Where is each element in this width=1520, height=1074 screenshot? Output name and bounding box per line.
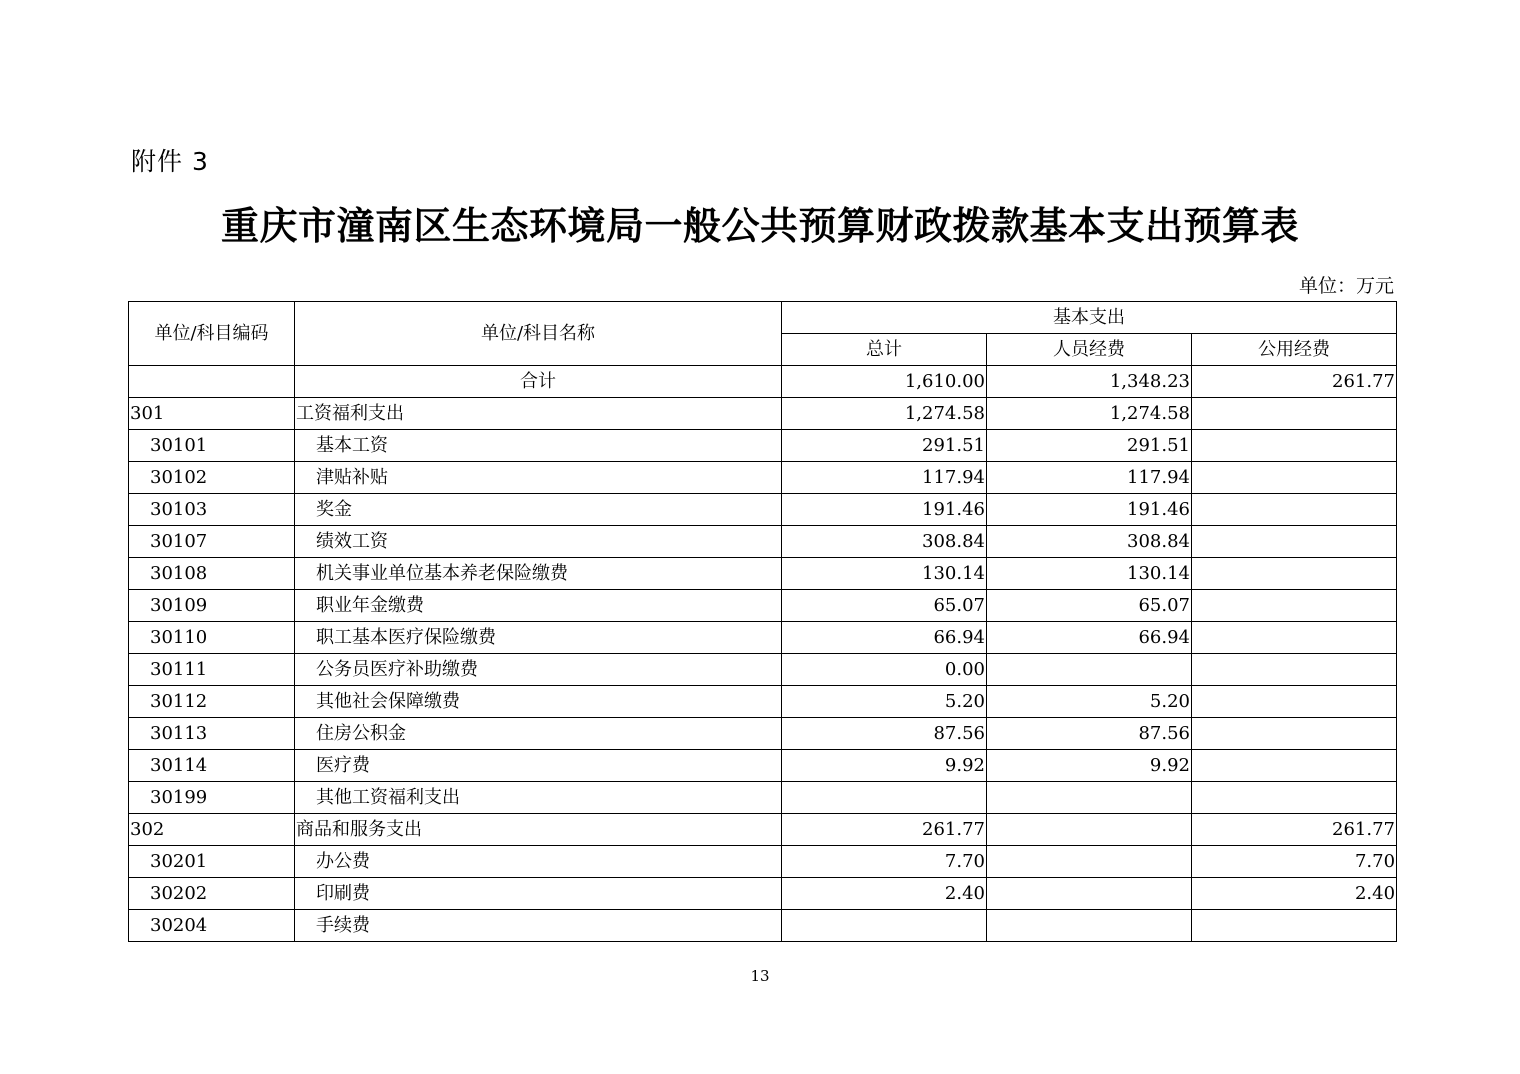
cell-total: 291.51	[782, 430, 987, 462]
cell-personnel: 5.20	[987, 686, 1192, 718]
cell-code: 30112	[129, 686, 295, 718]
cell-total: 308.84	[782, 526, 987, 558]
cell-code: 30111	[129, 654, 295, 686]
table-header-row	[129, 302, 1397, 334]
cell-name: 合计	[295, 366, 782, 398]
cell-code: 302	[129, 814, 295, 846]
cell-code: 30108	[129, 558, 295, 590]
cell-total: 1,274.58	[782, 398, 987, 430]
cell-public	[1192, 750, 1397, 782]
table-row	[129, 782, 1397, 814]
cell-total: 261.77	[782, 814, 987, 846]
table-row	[129, 366, 1397, 398]
cell-code	[129, 366, 295, 398]
cell-public: 261.77	[1192, 814, 1397, 846]
cell-public	[1192, 462, 1397, 494]
cell-total: 9.92	[782, 750, 987, 782]
cell-public	[1192, 430, 1397, 462]
cell-personnel: 66.94	[987, 622, 1192, 654]
cell-public	[1192, 494, 1397, 526]
cell-total	[782, 782, 987, 814]
cell-code: 30113	[129, 718, 295, 750]
cell-total: 2.40	[782, 878, 987, 910]
cell-public: 2.40	[1192, 878, 1397, 910]
cell-personnel	[987, 814, 1192, 846]
cell-public	[1192, 910, 1397, 942]
table-row	[129, 590, 1397, 622]
cell-public	[1192, 622, 1397, 654]
cell-name: 医疗费	[295, 750, 782, 782]
cell-public: 261.77	[1192, 366, 1397, 398]
cell-personnel: 87.56	[987, 718, 1192, 750]
cell-name: 住房公积金	[295, 718, 782, 750]
cell-personnel	[987, 782, 1192, 814]
cell-name: 其他工资福利支出	[295, 782, 782, 814]
table-row	[129, 494, 1397, 526]
cell-name: 手续费	[295, 910, 782, 942]
cell-total: 191.46	[782, 494, 987, 526]
cell-public	[1192, 558, 1397, 590]
cell-code: 30202	[129, 878, 295, 910]
table-row	[129, 686, 1397, 718]
cell-name: 职工基本医疗保险缴费	[295, 622, 782, 654]
attachment-label: 附件 3	[131, 147, 209, 176]
header-personnel: 人员经费	[987, 334, 1192, 366]
cell-total: 66.94	[782, 622, 987, 654]
cell-personnel: 1,348.23	[987, 366, 1192, 398]
cell-name: 办公费	[295, 846, 782, 878]
cell-name: 其他社会保障缴费	[295, 686, 782, 718]
table-row	[129, 846, 1397, 878]
table-row	[129, 526, 1397, 558]
cell-personnel	[987, 910, 1192, 942]
cell-code: 30103	[129, 494, 295, 526]
cell-name: 工资福利支出	[295, 398, 782, 430]
cell-personnel: 9.92	[987, 750, 1192, 782]
table-body	[129, 366, 1397, 942]
cell-total: 130.14	[782, 558, 987, 590]
cell-personnel	[987, 654, 1192, 686]
cell-personnel: 191.46	[987, 494, 1192, 526]
unit-label: 单位：万元	[1298, 275, 1394, 297]
cell-public	[1192, 686, 1397, 718]
table-row	[129, 654, 1397, 686]
cell-code: 30107	[129, 526, 295, 558]
cell-name: 商品和服务支出	[295, 814, 782, 846]
table-row	[129, 558, 1397, 590]
cell-public: 7.70	[1192, 846, 1397, 878]
cell-public	[1192, 654, 1397, 686]
cell-code: 30109	[129, 590, 295, 622]
cell-personnel: 308.84	[987, 526, 1192, 558]
table-row	[129, 910, 1397, 942]
table-row	[129, 718, 1397, 750]
cell-total: 117.94	[782, 462, 987, 494]
cell-code: 30102	[129, 462, 295, 494]
cell-total: 87.56	[782, 718, 987, 750]
document-title: 重庆市潼南区生态环境局一般公共预算财政拨款基本支出预算表	[220, 203, 1299, 248]
budget-table	[128, 301, 1397, 942]
header-basic-expenditure: 基本支出	[782, 302, 1397, 334]
table-row	[129, 430, 1397, 462]
table-row	[129, 462, 1397, 494]
cell-personnel	[987, 878, 1192, 910]
cell-code: 30114	[129, 750, 295, 782]
header-total: 总计	[782, 334, 987, 366]
cell-personnel: 291.51	[987, 430, 1192, 462]
cell-public	[1192, 718, 1397, 750]
cell-code: 301	[129, 398, 295, 430]
cell-code: 30199	[129, 782, 295, 814]
table-row	[129, 398, 1397, 430]
cell-public	[1192, 590, 1397, 622]
header-public: 公用经费	[1192, 334, 1397, 366]
cell-total: 5.20	[782, 686, 987, 718]
cell-personnel: 117.94	[987, 462, 1192, 494]
cell-code: 30110	[129, 622, 295, 654]
cell-name: 印刷费	[295, 878, 782, 910]
table-row	[129, 814, 1397, 846]
cell-name: 绩效工资	[295, 526, 782, 558]
cell-total: 65.07	[782, 590, 987, 622]
cell-name: 奖金	[295, 494, 782, 526]
cell-name: 职业年金缴费	[295, 590, 782, 622]
cell-personnel	[987, 846, 1192, 878]
cell-personnel: 65.07	[987, 590, 1192, 622]
cell-total: 1,610.00	[782, 366, 987, 398]
cell-code: 30204	[129, 910, 295, 942]
cell-code: 30201	[129, 846, 295, 878]
header-code: 单位/科目编码	[129, 302, 295, 366]
cell-personnel: 1,274.58	[987, 398, 1192, 430]
cell-total	[782, 910, 987, 942]
table-row	[129, 878, 1397, 910]
cell-name: 公务员医疗补助缴费	[295, 654, 782, 686]
cell-name: 机关事业单位基本养老保险缴费	[295, 558, 782, 590]
cell-total: 0.00	[782, 654, 987, 686]
cell-name: 基本工资	[295, 430, 782, 462]
cell-personnel: 130.14	[987, 558, 1192, 590]
table-row	[129, 750, 1397, 782]
table-row	[129, 622, 1397, 654]
cell-total: 7.70	[782, 846, 987, 878]
cell-name: 津贴补贴	[295, 462, 782, 494]
page-number: 13	[750, 967, 770, 985]
cell-public	[1192, 782, 1397, 814]
header-name: 单位/科目名称	[295, 302, 782, 366]
cell-code: 30101	[129, 430, 295, 462]
cell-public	[1192, 526, 1397, 558]
cell-public	[1192, 398, 1397, 430]
